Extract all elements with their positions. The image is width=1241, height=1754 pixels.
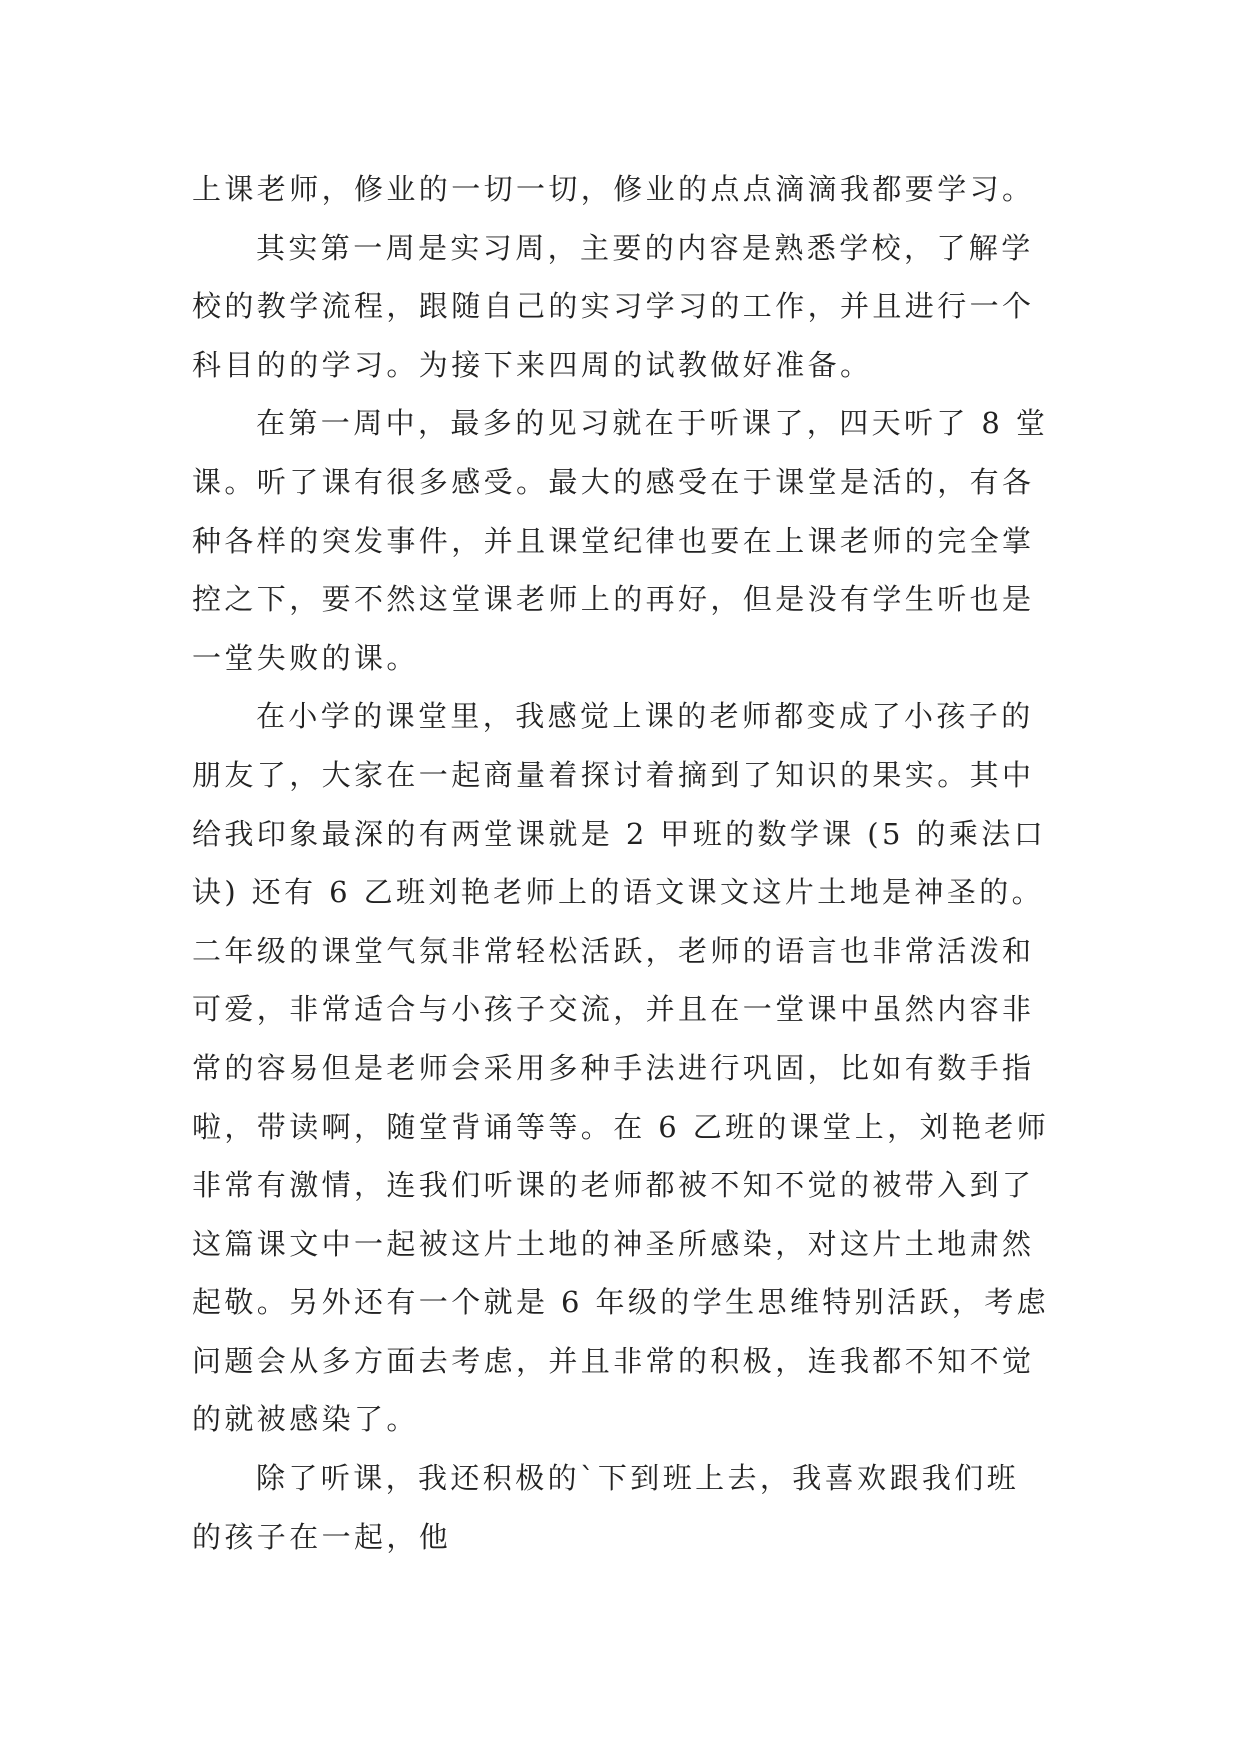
text-line: 科目的的学习。为接下来四周的试教做好准备。: [192, 347, 873, 382]
text-line: 校的教学流程，跟随自己的实习学习的工作，并且进行一个: [192, 289, 1035, 324]
document-body: [192, 160, 1072, 1566]
text-line: 在第一周中，最多的见习就在于听课了，四天听了 8 堂: [256, 406, 1049, 441]
text-line: 种各样的突发事件，并且课堂纪律也要在上课老师的完全掌: [192, 523, 1035, 558]
text-line: 诀) 还有 6 乙班刘艳老师上的语文课文这片土地是神圣的。: [192, 875, 1045, 910]
text-line: 控之下，要不然这堂课老师上的再好，但是没有学生听也是: [192, 582, 1035, 617]
text-line: 给我印象最深的有两堂课就是 2 甲班的数学课 (5 的乘法口: [192, 816, 1047, 851]
text-line: 的就被感染了。: [192, 1402, 419, 1437]
text-line: 其实第一周是实习周，主要的内容是熟悉学校，了解学: [256, 230, 1034, 265]
text-line: 课。听了课有很多感受。最大的感受在于课堂是活的，有各: [192, 464, 1035, 499]
text-line: 起敬。另外还有一个就是 6 年级的学生思维特别活跃，考虑: [192, 1285, 1050, 1320]
text-line: 可爱，非常适合与小孩子交流，并且在一堂课中虽然内容非: [192, 992, 1035, 1027]
text-line: 上课老师，修业的一切一切，修业的点点滴滴我都要学习。: [192, 172, 1035, 206]
text-line: 常的容易但是老师会采用多种手法进行巩固，比如有数手指: [192, 1050, 1035, 1085]
text-line: 在小学的课堂里，我感觉上课的老师都变成了小孩子的: [256, 699, 1034, 734]
text-line: 这篇课文中一起被这片土地的神圣所感染，对这片土地肃然: [192, 1226, 1035, 1261]
text-line: 问题会从多方面去考虑，并且非常的积极，连我都不知不觉: [192, 1343, 1035, 1378]
text-line: 的孩子在一起，他: [192, 1519, 452, 1554]
text-line: 非常有激情，连我们听课的老师都被不知不觉的被带入到了: [192, 1168, 1035, 1203]
text-line: 二年级的课堂气氛非常轻松活跃，老师的语言也非常活泼和: [192, 933, 1035, 968]
text-line: 一堂失败的课。: [192, 640, 419, 675]
text-line: 啦，带读啊，随堂背诵等等。在 6 乙班的课堂上，刘艳老师: [192, 1109, 1050, 1144]
text-line: 除了听课，我还积极的`下到班上去，我喜欢跟我们班: [256, 1461, 1020, 1496]
text-line: 朋友了，大家在一起商量着探讨着摘到了知识的果实。其中: [192, 757, 1035, 792]
